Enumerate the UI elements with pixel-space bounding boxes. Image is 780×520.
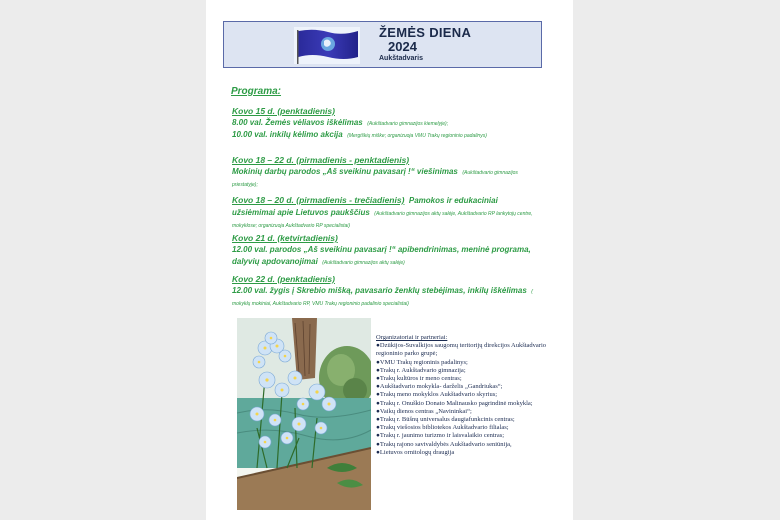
day-event: 8.00 val. Žemės vėliavos iškėlimas (Aukštadvario gimnazijos kiemelyje); [232, 118, 449, 127]
organizer-item: ●Trakų viešosios bibliotekos Aukštadvario filialas; [376, 424, 509, 432]
organizer-item: ●Aukštadvario mokykla- darželis „Gandriukas“; [376, 383, 503, 391]
organizers-title: Organizatoriai ir partneriai: [376, 334, 448, 341]
event-title: ŽEMĖS DIENA [379, 25, 472, 40]
organizer-item: ●Trakų r. jaunimo turizmo ir laisvalaikio centras; [376, 432, 505, 440]
day-date: Kovo 21 d. (ketvirtadienis) [232, 233, 338, 243]
day-event: Mokinių darbų parodos „Aš sveikinu pavasarį !“ viešinimas (Aukštadvario gimnazijos priestatyje); [232, 167, 518, 188]
earth-flag-image [294, 27, 360, 64]
day-event: Kovo 18 – 20 d. (pirmadienis - trečiadienis) Pamokos ir edukaciniai užsiėmimai apie Lietuvos paukščius (Aukštadvario gimnazijos aktų salėje, Aukštadvario RP lankytojų centre, mokyklose; organizuoja Aukštadvario RP specialistai) [232, 195, 533, 229]
organizer-item: ●VMU Trakų regioninis padalinys; [376, 358, 468, 366]
header-box [223, 21, 542, 68]
day-date: Kovo 15 d. (penktadienis) [232, 106, 335, 116]
day-event: 12.00 val. žygis į Skrebio mišką, pavasario ženklų stebėjimas, inkilų iškėlimas ( mokyklų mokiniai, Aukštadvario RP, VMU Trakų regioninio padalinio specialistai) [232, 286, 533, 307]
organizers-list [376, 334, 566, 457]
organizer-item: ●Trakų r. Onuškio Donato Malinausko pagrindinė mokykla; [376, 399, 533, 407]
event-place: Aukštadvaris [379, 55, 423, 62]
organizer-item: ●Trakų kultūros ir meno centras; [376, 375, 462, 383]
event-year: 2024 [388, 39, 417, 54]
flowers-illustration [237, 318, 371, 510]
program-day [232, 155, 542, 188]
organizer-item: ●Vaikų dienos centras „Navininkai“; [376, 407, 472, 415]
day-date: Kovo 22 d. (penktadienis) [232, 274, 335, 284]
organizer-item: ●Trakų rajono savivaldybės Aukštadvario seniūnija, [376, 440, 512, 448]
organizer-item: ●Lietuvos ornitologų draugija [376, 448, 455, 456]
program-day [232, 106, 542, 140]
day-event: 12.00 val. parodos „Aš sveikinu pavasarį !“ apibendrinimas, meninė programa, dalyvių apdovanojimai (Aukštadvario gimnazijos aktų salėje) [232, 245, 531, 266]
organizer-item: ●Trakų r. Aukštadvario gimnazija; [376, 366, 466, 374]
program-day [232, 274, 542, 307]
organizer-item: ●Trakų r. Būšnų universalus daugiafunkcinis centras; [376, 416, 515, 424]
organizer-item: ●Dzūkijos-Suvalkijos saugomų teritorijų direkcijos Aukštadvario regioninio parko grupė; [376, 342, 547, 358]
day-date: Kovo 18 – 22 d. (pirmadienis - penktadienis) [232, 155, 410, 165]
program-heading: Programa: [231, 86, 282, 97]
program-day [232, 233, 542, 267]
day-date: Kovo 18 – 20 d. (pirmadienis - trečiadienis) [232, 195, 405, 205]
program-day [232, 194, 542, 229]
organizer-item: ●Trakų meno mokyklos Aukštadvario skyrius; [376, 391, 498, 399]
document-page [206, 0, 573, 520]
day-event: 10.00 val. inkilų kėlimo akcija (Mergiškių miške; organizuoja VMU Trakų regioninio padalinys) [232, 130, 487, 139]
